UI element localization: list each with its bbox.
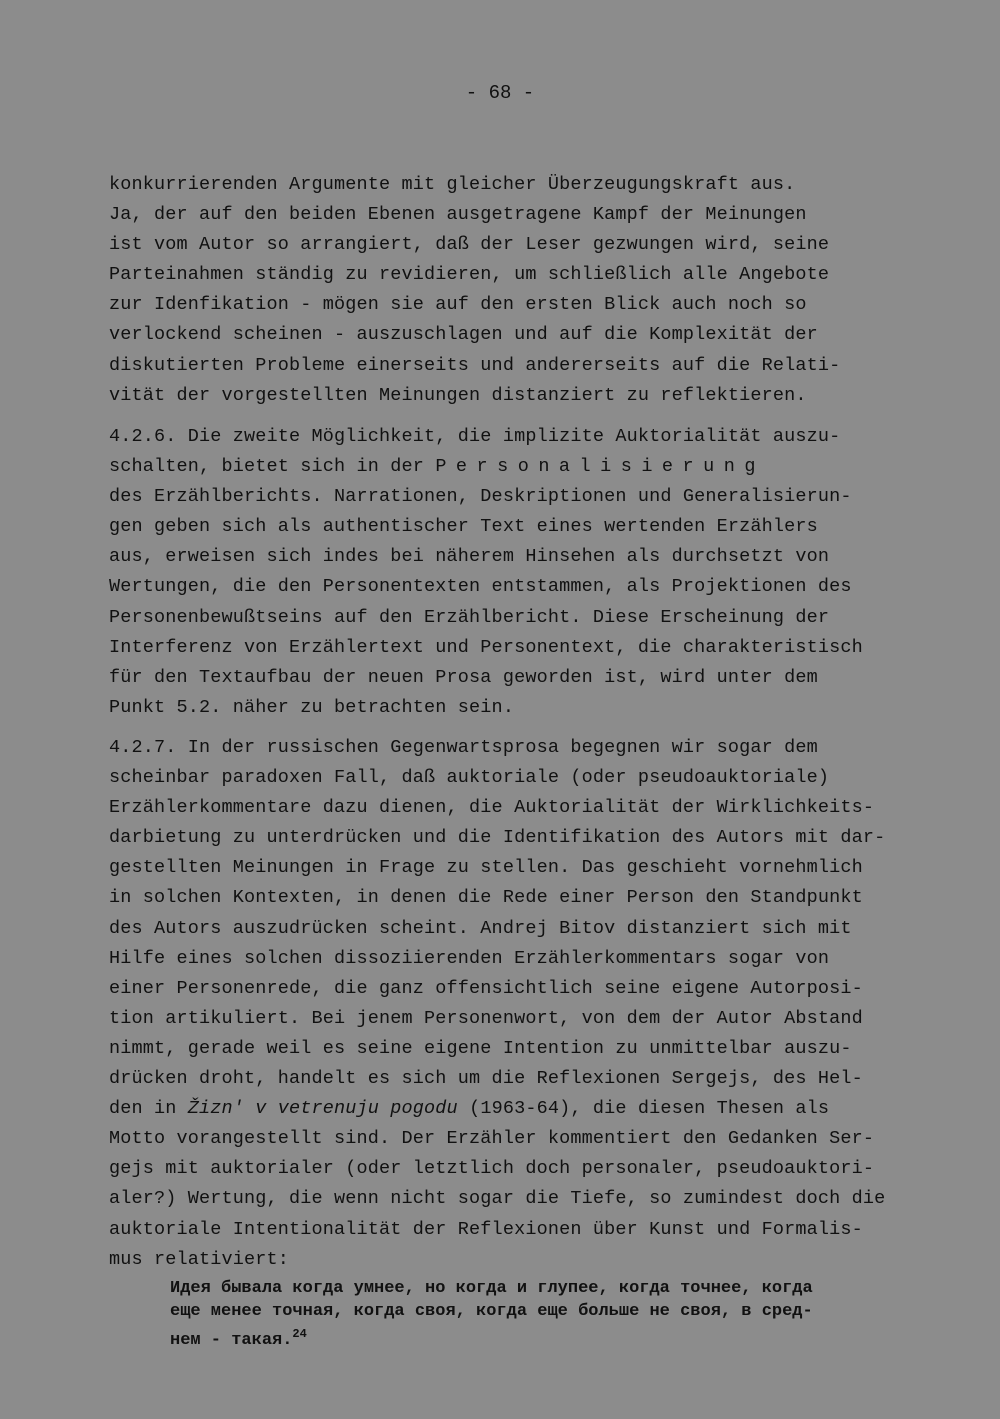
quote-line: Идея бывала когда умнее, но когда и глупее, когда точнее, когда xyxy=(170,1279,813,1298)
text-line xyxy=(109,452,929,482)
quote-text: нем - такая. xyxy=(170,1331,293,1350)
text-line xyxy=(109,1094,929,1124)
text-line: Wertungen, die den Personentexten entstammen, als Projektionen des xyxy=(109,576,852,598)
text-line: aler?) Wertung, die wenn nicht sogar die Tiefe, so zumindest doch die xyxy=(109,1188,886,1210)
emphasized-term: Personalisierung xyxy=(435,456,765,478)
text-line: verlockend scheinen - auszuschlagen und auf die Komplexität der xyxy=(109,324,818,346)
text-line: konkurrierenden Argumente mit gleicher Überzeugungskraft aus. xyxy=(109,174,796,195)
text-line: nimmt, gerade weil es seine eigene Intention zu unmittelbar auszu- xyxy=(109,1037,852,1059)
text-fragment: den in xyxy=(109,1098,188,1120)
text-line: Parteinahmen ständig zu revidieren, um schließlich alle Angebote xyxy=(109,264,830,286)
paragraph-4-2-6 xyxy=(109,422,929,723)
text-line: Hilfe eines solchen dissoziierenden Erzählerkommentars sogar von xyxy=(109,947,830,969)
text-line: 4.2.6. Die zweite Möglichkeit, die implizite Auktorialität auszu- xyxy=(109,426,841,447)
text-line: aus, erweisen sich indes bei näherem Hinsehen als durchsetzt von xyxy=(109,546,830,568)
text-line: 4.2.7. In der russischen Gegenwartsprosa begegnen wir sogar dem xyxy=(109,737,818,758)
text-line: darbietung zu unterdrücken und die Identifikation des Autors mit dar- xyxy=(109,827,886,849)
text-line: Ja, der auf den beiden Ebenen ausgetragene Kampf der Meinungen xyxy=(109,204,807,226)
text-line: gejs mit auktorialer (oder letztlich doch personaler, pseudoauktori- xyxy=(109,1158,875,1180)
text-line: Erzählerkommentare dazu dienen, die Auktorialität der Wirklichkeits- xyxy=(109,797,875,819)
paragraph-lines xyxy=(109,482,929,723)
text-line: ist vom Autor so arrangiert, daß der Leser gezwungen wird, seine xyxy=(109,234,830,256)
text-fragment: (1963-64), die diesen Thesen als xyxy=(457,1098,830,1120)
quote-line xyxy=(170,1323,940,1353)
quote-line: еще менее точная, когда своя, когда еще больше не своя, в сред- xyxy=(170,1301,813,1321)
paragraph-lines xyxy=(109,1124,929,1274)
text-line: einer Personenrede, die ganz offensichtlich seine eigene Autorposi- xyxy=(109,977,863,999)
text-line: scheinbar paradoxen Fall, daß auktoriale (oder pseudoauktoriale) xyxy=(109,767,830,789)
page-number: - 68 - xyxy=(465,82,535,104)
book-title: Žizn' v vetrenuju pogodu xyxy=(187,1098,458,1120)
text-line: gestellten Meinungen in Frage zu stellen. Das geschieht vornehmlich xyxy=(109,857,863,879)
footnote-marker: 24 xyxy=(292,1327,307,1341)
text-line: für den Textaufbau der neuen Prosa geworden ist, wird unter dem xyxy=(109,666,818,688)
text-line: tion artikuliert. Bei jenem Personenwort, von dem der Autor Abstand xyxy=(109,1007,863,1029)
text-line: des Erzählberichts. Narrationen, Deskriptionen und Generalisierun- xyxy=(109,486,852,508)
paragraph-lines xyxy=(109,733,929,1094)
text-line: in solchen Kontexten, in denen die Rede einer Person den Standpunkt xyxy=(109,887,863,909)
paragraph-4-2-7 xyxy=(109,733,929,1275)
text-line: mus relativiert: xyxy=(109,1248,290,1270)
text-line: vität der vorgestellten Meinungen distanziert zu reflektieren. xyxy=(109,384,807,406)
text-line: des Autors auszudrücken scheint. Andrej Bitov distanziert sich mit xyxy=(109,917,852,939)
text-line: Personenbewußtseins auf den Erzählbericht. Diese Erscheinung der xyxy=(109,606,830,628)
text-line: Punkt 5.2. näher zu betrachten sein. xyxy=(109,696,515,718)
paragraph-1 xyxy=(109,170,929,411)
text-line: zur Idenfikation - mögen sie auf den ersten Blick auch noch so xyxy=(109,294,807,316)
text-line: drücken droht, handelt es sich um die Reflexionen Sergejs, des Hel- xyxy=(109,1068,863,1090)
text-line: Interferenz von Erzählertext und Personentext, die charakteristisch xyxy=(109,636,863,658)
text-line: diskutierten Probleme einerseits und andererseits auf die Relati- xyxy=(109,354,841,376)
text-fragment: schalten, bietet sich in der xyxy=(109,456,436,478)
russian-quote xyxy=(170,1278,940,1353)
text-line: gen geben sich als authentischer Text eines wertenden Erzählers xyxy=(109,516,818,538)
text-line: auktoriale Intentionalität der Reflexionen über Kunst und Formalis- xyxy=(109,1218,863,1240)
text-line: Motto vorangestellt sind. Der Erzähler kommentiert den Gedanken Ser- xyxy=(109,1128,875,1150)
